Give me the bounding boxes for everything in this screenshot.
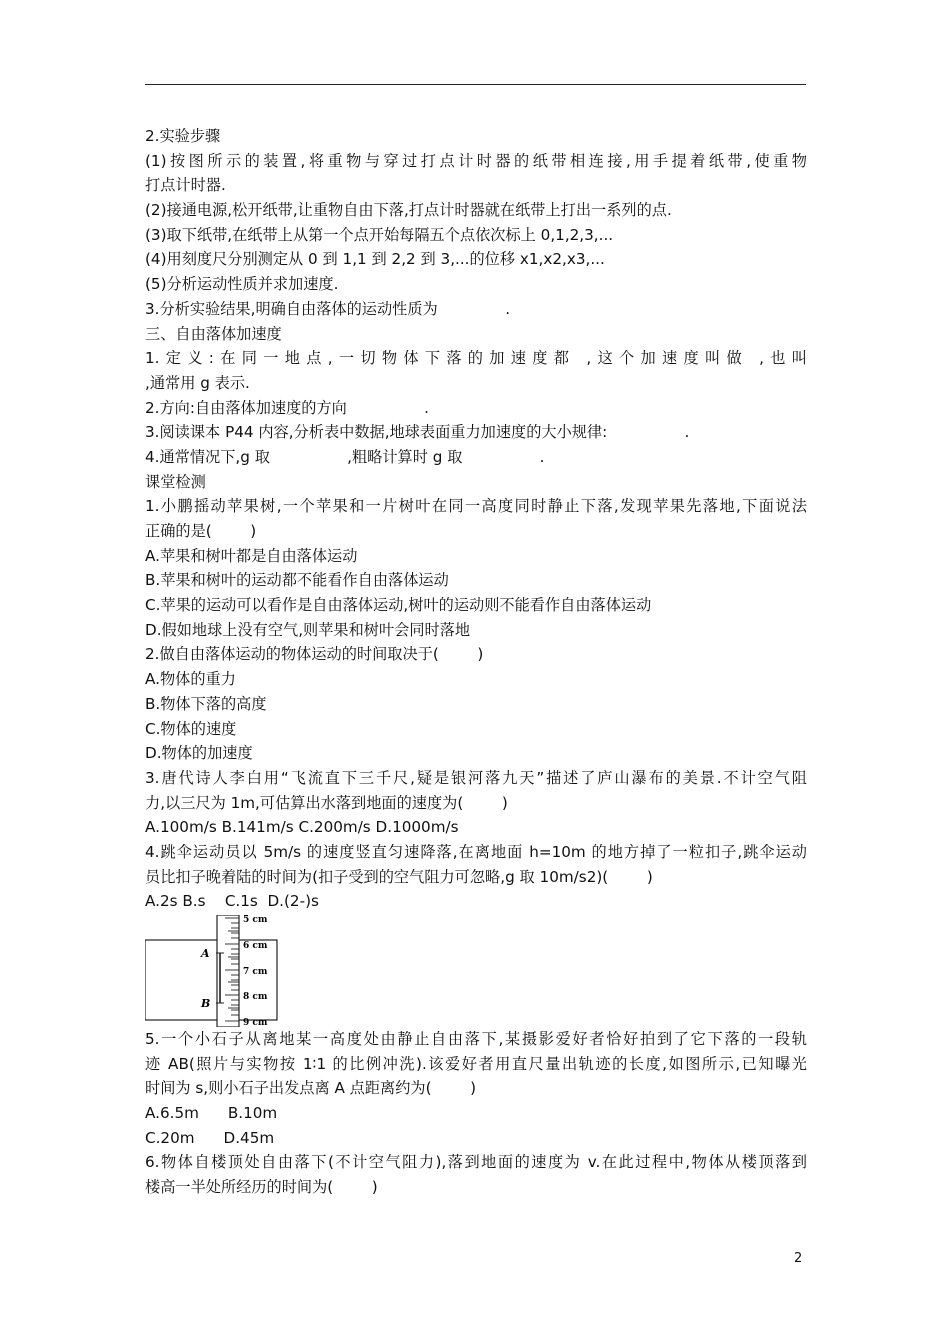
question-text: 员比扣子晚着陆的时间为(扣子受到的空气阻力可忽略,g 取 10m/s2)( ) — [145, 867, 653, 886]
answer-option: A.2s B.s C.1s D.(2-)s — [145, 892, 319, 911]
answer-option: B.物体下落的高度 — [145, 694, 267, 713]
ruler-tick-label: 5 cm — [243, 915, 268, 925]
answer-option: D.假如地球上没有空气,则苹果和树叶会同时落地 — [145, 620, 471, 639]
text-line: (3)取下纸带,在纸带上从第一个点开始每隔五个点依次标上 0,1,2,3,... — [145, 225, 614, 244]
ruler-tick-label: 9 cm — [243, 1018, 268, 1027]
ruler-tick-label: 8 cm — [243, 992, 268, 1002]
text-line: 打点计时器. — [145, 176, 226, 195]
text-line: 3.阅读课本 P44 内容,分析表中数据,地球表面重力加速度的大小规律: . — [145, 423, 690, 442]
ruler-tick-label: 6 cm — [243, 941, 268, 951]
question-text: 3.唐代诗人李白用“飞流直下三千尺,疑是银河落九天”描述了庐山瀑布的美景.不计空气阻 — [145, 768, 807, 787]
question-text: 2.做自由落体运动的物体运动的时间取决于( ) — [145, 645, 484, 664]
question-text: 迹 AB(照片与实物按 1∶1 的比例冲洗).该爱好者用直尺量出轨迹的长度,如图所示,已知曝光 — [145, 1054, 807, 1073]
question-text: 时间为 s,则小石子出发点离 A 点距离约为( ) — [145, 1079, 477, 1098]
answer-option: C.20m D.45m — [145, 1128, 275, 1147]
document-body — [145, 124, 807, 1200]
question-text: 正确的是( ) — [145, 522, 257, 540]
answer-option: C.物体的速度 — [145, 719, 237, 738]
text-line: 2.方向:自由落体加速度的方向 . — [145, 398, 429, 417]
answer-option: A.6.5m B.10m — [145, 1104, 278, 1123]
point-a-label: A — [201, 947, 210, 960]
question-text: 5.一个小石子从离地某一高度处由静止自由落下,某摄影爱好者恰好拍到了它下落的一段轨 — [145, 1030, 807, 1048]
question-text: 楼高一半处所经历的时间为( ) — [145, 1178, 378, 1197]
answer-option: A.物体的重力 — [145, 670, 236, 689]
page-number: 2 — [794, 1251, 803, 1266]
photo-frame — [145, 940, 277, 1020]
text-line: (5)分析运动性质并求加速度. — [145, 275, 339, 294]
text-line: 1.定义:在同一地点,一切物体下落的加速度都 ,这个加速度叫做 ,也叫 — [145, 349, 807, 368]
question-text: 6.物体自楼顶处自由落下(不计空气阻力),落到地面的速度为 v.在此过程中,物体从楼顶落到 — [145, 1153, 807, 1172]
answer-option: A.苹果和树叶都是自由落体运动 — [145, 546, 358, 565]
answer-option: A.100m/s B.141m/s C.200m/s D.1000m/s — [145, 818, 459, 837]
point-b-label: B — [201, 997, 211, 1010]
answer-option: B.苹果和树叶的运动都不能看作自由落体运动 — [145, 571, 449, 590]
ruler-tick-label: 7 cm — [243, 967, 268, 977]
ruler-figure — [145, 915, 807, 1027]
ruler-diagram — [145, 915, 807, 1027]
section-heading: 三、自由落体加速度 — [145, 324, 282, 343]
header-rule — [145, 84, 806, 85]
text-line: 2.实验步骤 — [145, 127, 221, 145]
answer-option: C.苹果的运动可以看作是自由落体运动,树叶的运动则不能看作自由落体运动 — [145, 596, 652, 615]
section-heading: 课堂检测 — [145, 472, 206, 491]
question-text: 1.小鹏摇动苹果树,一个苹果和一片树叶在同一高度同时静止下落,发现苹果先落地,下面说法 — [145, 497, 807, 516]
text-line: (1)按图所示的装置,将重物与穿过打点计时器的纸带相连接,用手提着纸带,使重物 — [145, 151, 807, 170]
answer-option: D.物体的加速度 — [145, 744, 253, 763]
text-line: (2)接通电源,松开纸带,让重物自由下落,打点计时器就在纸带上打出一系列的点. — [145, 201, 672, 220]
text-line: ,通常用 g 表示. — [145, 373, 250, 392]
text-line: 4.通常情况下,g 取 ,粗略计算时 g 取 . — [145, 447, 545, 466]
question-text: 力,以三尺为 1m,可估算出水落到地面的速度为( ) — [145, 793, 508, 812]
text-line: (4)用刻度尺分别测定从 0 到 1,1 到 2,2 到 3,...的位移 x1,x2,x3,... — [145, 250, 605, 269]
text-line: 3.分析实验结果,明确自由落体的运动性质为 . — [145, 299, 511, 318]
question-text: 4.跳伞运动员以 5m/s 的速度竖直匀速降落,在离地面 h=10m 的地方掉了一粒扣子,跳伞运动 — [145, 842, 807, 861]
